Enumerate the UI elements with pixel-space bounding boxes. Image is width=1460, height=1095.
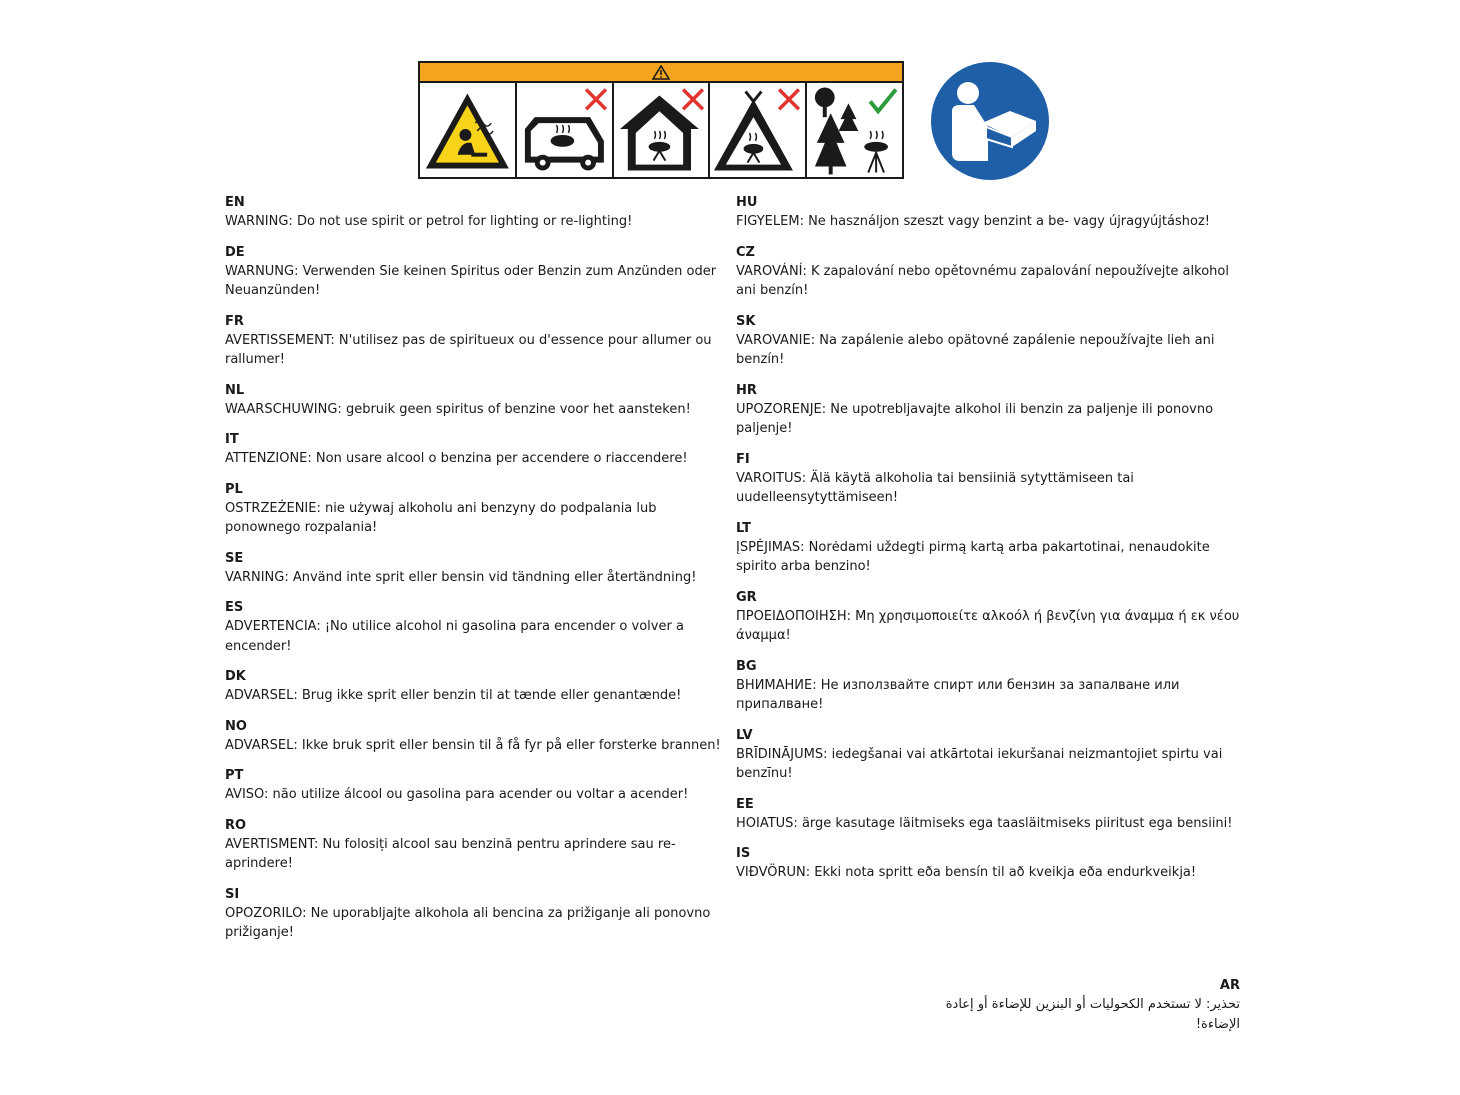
no-grill-in-tent-icon	[710, 83, 805, 179]
language-code: PL	[225, 481, 243, 497]
warning-text: UPOZORENJE: Ne upotrebljavajte alkohol ili benzin za paljenje ili ponovno paljenje!	[736, 401, 1214, 436]
warning-entry-pl	[225, 480, 735, 538]
warning-entry-hu	[736, 193, 1246, 232]
language-code: LT	[736, 520, 751, 536]
language-code: SE	[225, 550, 244, 566]
warning-text: OPOZORILO: Ne uporabljajte alkohola ali bencina za prižiganje ali ponovno prižiganje!	[225, 905, 711, 940]
warning-text: HOIATUS: ärge kasutage läitmiseks ega taasläitmiseks piiritust ega bensiini!	[736, 815, 1233, 831]
warning-text: ADVARSEL: Brug ikke sprit eller benzin til at tænde eller genantænde!	[225, 688, 682, 703]
warning-entry-cz	[736, 243, 1246, 301]
language-code: DK	[225, 669, 246, 684]
warning-text: AVISO: não utilize álcool ou gasolina para acender ou voltar a acender!	[225, 787, 689, 802]
language-code: HU	[736, 195, 758, 210]
warning-entry-no	[225, 717, 735, 756]
no-grill-in-house-icon	[614, 83, 709, 179]
warning-entry-de	[225, 243, 735, 301]
pictogram-cell-outdoors-ok	[807, 83, 902, 179]
warning-entry-se	[225, 549, 735, 588]
language-code: HR	[736, 382, 757, 398]
pictogram-cell-no-vehicle	[517, 83, 614, 179]
warning-text: ΠΡΟΕΙΔΟΠΟΙΗΣΗ: Μη χρησιμοποιείτε αλκοόλ ή βενζίνη για άναμμα ή εκ νέου άναμμα!	[736, 608, 1240, 643]
warning-entry-dk	[225, 667, 735, 706]
warning-text: FIGYELEM: Ne használjon szeszt vagy benzint a be- vagy újragyújtáshoz!	[736, 214, 1210, 229]
grill-outdoors-ok-icon	[807, 83, 902, 179]
language-code: CZ	[736, 244, 755, 260]
warning-text: VARNING: Använd inte sprit eller bensin vid tändning eller återtändning!	[225, 569, 697, 585]
warning-text: تحذير: لا تستخدم الكحوليات أو البنزين للإضاءة أو إعادة الإضاءة!	[945, 997, 1240, 1032]
pictogram-strip	[418, 61, 904, 179]
language-code: AR	[1219, 978, 1240, 993]
warning-entry-ee	[736, 795, 1246, 834]
pictogram-cell-no-tent	[710, 83, 807, 179]
warning-text: VAROVÁNÍ: K zapalování nebo opětovnému zapalování nepoužívejte alkohol ani benzín!	[736, 263, 1229, 298]
warning-entry-hr	[736, 381, 1246, 439]
language-code: GR	[736, 589, 757, 605]
warning-text: ADVARSEL: Ikke bruk sprit eller bensin til å få fyr på eller forsterke brannen!	[225, 737, 721, 753]
warning-text: AVERTISSEMENT: N'utilisez pas de spiritueux ou d'essence pour allumer ou rallumer!	[225, 332, 712, 367]
read-manual-icon	[930, 61, 1050, 181]
language-code: NL	[225, 382, 245, 398]
warning-text: OSTRZEŻENIE: nie używaj alkoholu ani benzyny do podpalania lub ponownego rozpalania!	[225, 500, 657, 535]
warning-entry-si	[225, 885, 735, 943]
language-code: RO	[225, 817, 247, 833]
warning-entry-gr	[736, 588, 1246, 646]
language-code: NO	[225, 718, 247, 734]
warning-entry-lt	[736, 519, 1246, 577]
language-code: FI	[736, 451, 750, 467]
warning-entry-pt	[225, 766, 735, 805]
language-code: SI	[225, 886, 240, 902]
pictogram-header	[420, 63, 902, 83]
warning-text: BRĪDINĀJUMS: iedegšanai vai atkārtotai iekuršanai neizmantojiet spirtu vai benzīnu!	[736, 746, 1223, 781]
warning-entry-it	[225, 430, 735, 469]
warning-entry-fi	[736, 450, 1246, 508]
warning-text: VAROVANIE: Na zapálenie alebo opätovné zapálenie nepoužívajte lieh ani benzín!	[736, 332, 1215, 367]
right-warning-column	[736, 193, 1246, 894]
language-code: SK	[736, 313, 756, 329]
warning-entry-sk	[736, 312, 1246, 370]
language-code: BG	[736, 658, 757, 674]
warning-text: ATTENZIONE: Non usare alcool o benzina per accendere o riaccendere!	[225, 451, 688, 466]
warning-text: WAARSCHUWING: gebruik geen spiritus of benzine voor het aansteken!	[225, 401, 691, 417]
pictogram-cell-no-house	[614, 83, 711, 179]
language-code: PT	[225, 768, 244, 783]
warning-entry-nl	[225, 381, 735, 420]
warning-text: WARNUNG: Verwenden Sie keinen Spiritus oder Benzin zum Anzünden oder Neuanzünden!	[225, 263, 717, 298]
language-code: FR	[225, 313, 244, 329]
co-poisoning-person-icon	[420, 83, 515, 179]
language-code: DE	[225, 244, 245, 260]
language-code: EN	[225, 195, 245, 210]
language-code: EE	[736, 796, 754, 812]
warning-text: AVERTISMENT: Nu folosiți alcool sau benzină pentru aprindere sau re-aprindere!	[225, 836, 676, 871]
language-code: IT	[225, 432, 239, 447]
language-code: IS	[736, 846, 751, 861]
warning-text: WARNING: Do not use spirit or petrol for lighting or re-lighting!	[225, 214, 633, 229]
warning-text: ВНИМАНИЕ: Не използвайте спирт или бензин за запалване или припалване!	[736, 677, 1180, 712]
warning-entry-ar	[900, 976, 1240, 1034]
warning-entry-is	[736, 844, 1246, 883]
warning-entry-en	[225, 193, 735, 232]
pictogram-cell-co-warning	[420, 83, 517, 179]
left-warning-column	[225, 193, 735, 954]
warning-entry-ro	[225, 816, 735, 874]
warning-text: VAROITUS: Älä käytä alkoholia tai bensiiniä sytyttämiseen tai uudelleensytyttämiseen!	[736, 470, 1134, 505]
warning-entry-lv	[736, 726, 1246, 784]
warning-text: ADVERTENCIA: ¡No utilice alcohol ni gasolina para encender o volver a encender!	[225, 619, 684, 654]
no-grill-in-vehicle-icon	[517, 83, 612, 179]
warning-entry-fr	[225, 312, 735, 370]
warning-text: VIÐVÖRUN: Ekki nota spritt eða bensín til að kveikja eða endurkveikja!	[736, 865, 1197, 880]
warning-text: ĮSPĖJIMAS: Norėdami uždegti pirmą kartą arba pakartotinai, nenaudokite spirito arba benzino!	[736, 539, 1210, 574]
language-code: LV	[736, 727, 753, 743]
warning-entry-es	[225, 598, 735, 656]
language-code: ES	[225, 600, 244, 615]
warning-triangle-icon	[652, 65, 670, 80]
warning-entry-bg	[736, 657, 1246, 715]
